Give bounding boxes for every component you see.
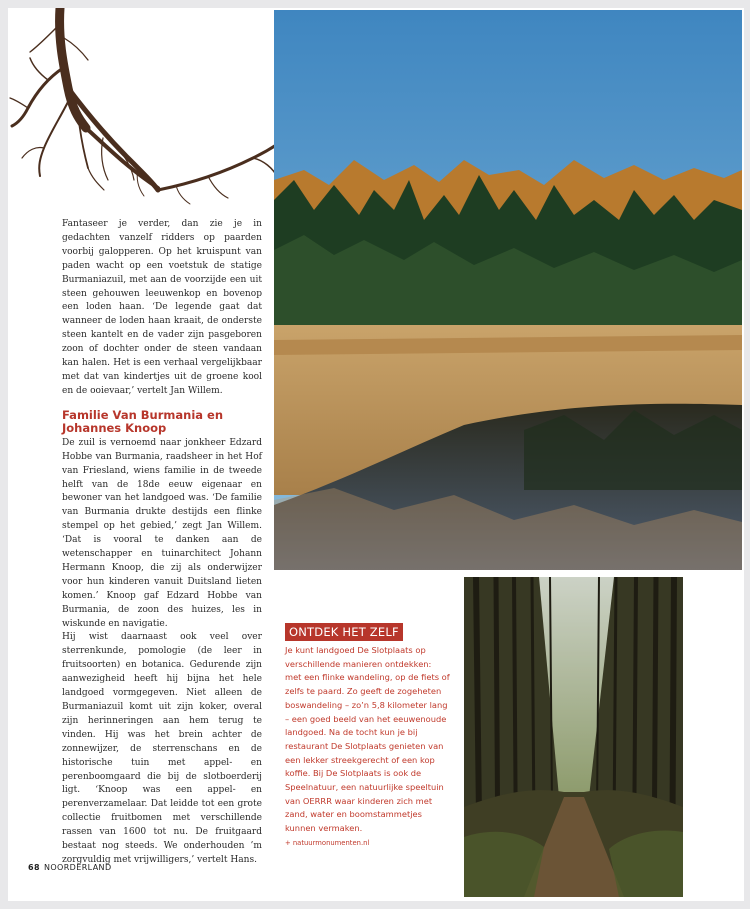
discover-sidebar — [285, 621, 450, 847]
magazine-name: NOORDERLAND — [43, 863, 112, 872]
article-paragraph: Hij wist daarnaast ook veel over sterrenkunde, pomologie (de leer in fruitsoorten) en botanica. Gedurende zijn aanwezigheid heeft hij bijna het hele landgoed vormgegeven. Niet alleen de Burmaniazuil komt uit zijn koker, overal zijn herinneringen aan hem terug te vinden. Hij was het brein achter de zonnewijzer, de sterrenschans en de historische tuin met appel- en perenboomgaard die bij de slotboerderij ligt. ‘Knoop was een appel- en perenverzamelaar. Dat leidde tot een grote collectie fruitbomen met verschillende rassen van 1600 tot nu. De fruitgaard bestaat nog steeds. We onderhouden ’m zorgvuldig met vrijwilligers,’ vertelt Hans. — [62, 632, 262, 865]
article-column — [62, 218, 262, 868]
forest-path-photo — [464, 577, 683, 897]
page-number: 68 — [28, 863, 40, 872]
sidebar-title: ONTDEK HET ZELF — [285, 623, 403, 641]
sidebar-body: Je kunt landgoed De Slotplaats op verschillende manieren ontdekken: met een flinke wandeling, op de fiets of zelfs te paard. Zo geeft de zogeheten boswandeling – zo’n 5,8 kilometer lang – een goed beeld van het eeuwenoude landgoed. Na de tocht kun je bij restaurant De Slotplaats genieten van een lekker streekgerecht of een kop koffie. Bij De Slotplaats is ook de Speelnatuur, een natuurlijke speeltuin van OERRR waar kinderen zich met zand, water en boomstammetjes kunnen vermaken. — [285, 645, 450, 834]
article-intro: Fantaseer je verder, dan zie je in gedachten vanzelf ridders op paarden voorbij galopperen. Op het kruispunt van paden wacht op een voetstuk de statige Burmaniazuil, met aan de voorzijde een uit steen gehouwen leeuwenkop en bovenop een loden haan. ‘De legende gaat dat wanneer de loden haan kraait, de onderste steen kantelt en de vader zijn pasgeboren zoon of dochter onder de steen vandaan kan halen. Het is een verhaal vergelijkbaar met dat van kindertjes uit de groene kool en de ooievaar,’ vertelt Jan Willem. — [62, 219, 262, 396]
article-paragraph: De zuil is vernoemd naar jonkheer Edzard Hobbe van Burmania, raadsheer in het Hof van Friesland, wiens familie in de tweede helft van de 18de eeuw eigenaar en bewoner van het landgoed was. ‘De familie van Burmania drukte destijds een flinke stempel op het gebied,’ zegt Jan Willem. ‘Dat is vooral te danken aan de wetenschapper en tuinarchitect Johann Hermann Knoop, die zij als onderwijzer voor hun kinderen vanuit Duitsland lieten komen.’ Knoop gaf Edzard Hobbe van Burmania, de zoon des huizes, les in wiskunde en navigatie. — [62, 437, 262, 629]
heath-lake-forest-photo — [274, 10, 742, 570]
page-footer — [28, 863, 112, 872]
magazine-page — [8, 8, 744, 901]
article-subheading: Familie Van Burmania en Johannes Knoop — [62, 407, 224, 435]
website-link[interactable]: + natuurmonumenten.nl — [285, 838, 370, 847]
